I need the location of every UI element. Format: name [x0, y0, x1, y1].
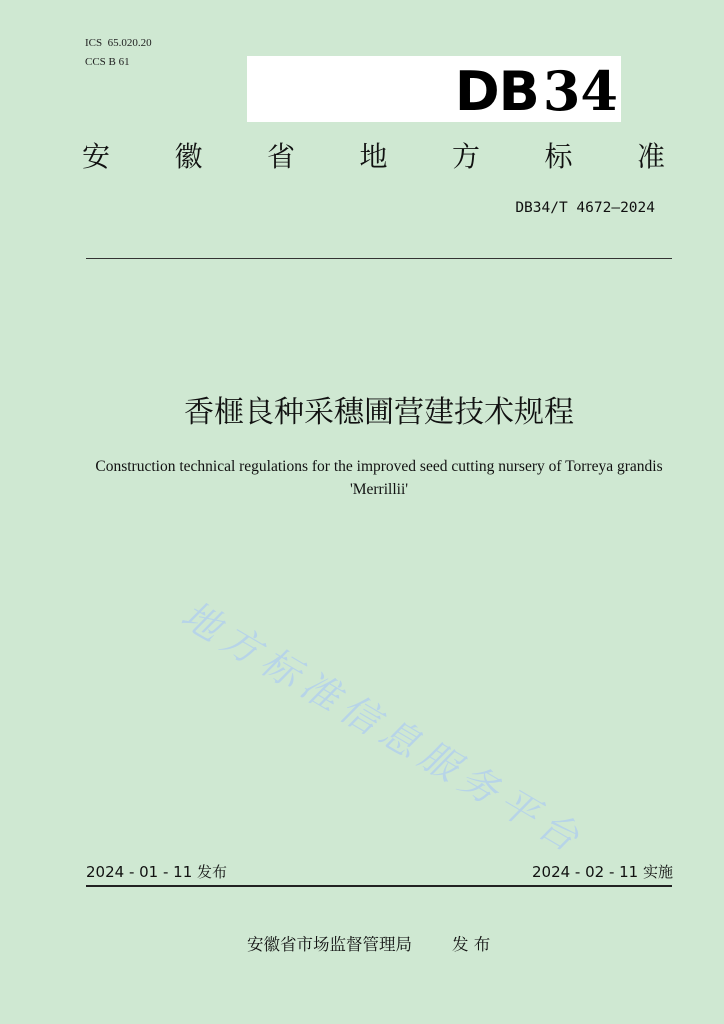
- standard-type-heading: 安 徽 省 地 方 标 准: [82, 140, 665, 173]
- top-divider: [86, 258, 672, 259]
- ics-code: ICS 65.020.20: [85, 37, 152, 49]
- bottom-divider: [86, 885, 672, 887]
- db-prefix: DB: [454, 60, 539, 123]
- db-logo: [454, 59, 618, 123]
- issuer-action: 发 布: [452, 935, 491, 954]
- db-number: 34: [542, 59, 618, 123]
- ccs-code: CCS B 61: [85, 56, 130, 68]
- db-logo-box: [247, 56, 621, 122]
- watermark: 地方标准信息服务平台: [173, 592, 593, 864]
- standard-number: DB34/T 4672—2024: [515, 200, 655, 216]
- issuer-name: 安徽省市场监督管理局: [247, 935, 412, 954]
- issue-date: 2024 - 01 - 11 发布: [86, 863, 228, 881]
- title-chinese: 香榧良种采穗圃营建技术规程: [184, 395, 574, 430]
- title-english: Construction technical regulations for the improved seed cutting nursery of Torreya grandis 'Merrillii': [95, 458, 663, 498]
- implementation-date: 2024 - 02 - 11 实施: [531, 863, 673, 881]
